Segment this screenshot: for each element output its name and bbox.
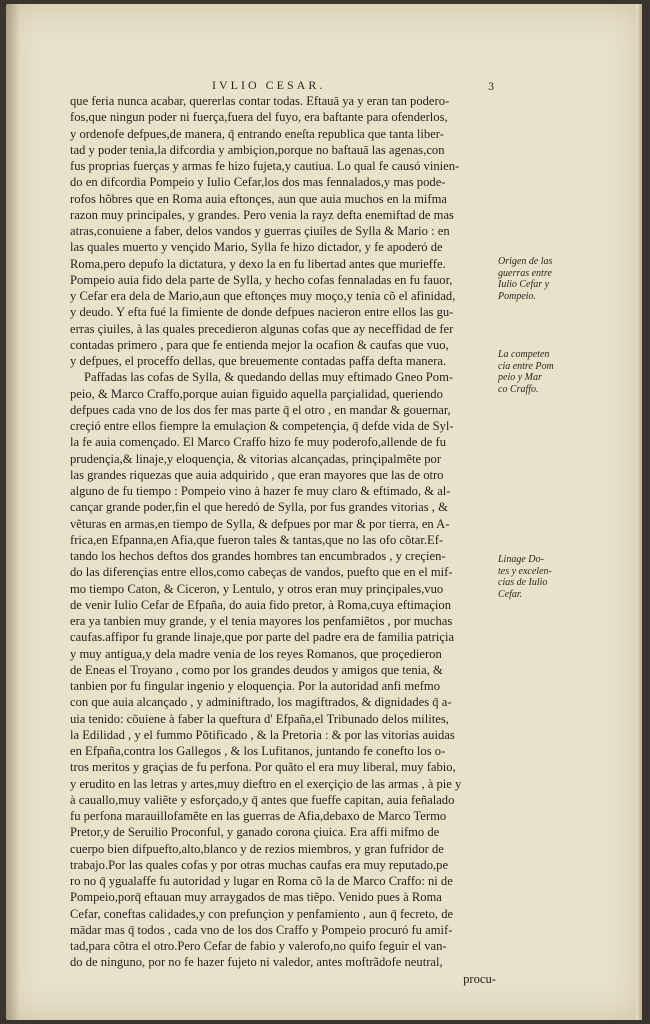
text-line: do en difcordia Pompeio y Iulio Cefar,los dos mas fennalados,y mas pode- [70,175,446,190]
text-line: tros meritos y graçias de fu perfona. Por quãto el era muy liberal, muy fabio, [70,760,456,775]
text-line: cuerpo bien difpuefto,alto,blanco y de rezios miembros, y gran fufridor de [70,841,444,856]
text-line: fu perfona marauillofamẽte en las guerras de Afia,debaxo de Marco Termo [70,809,447,823]
text-line: Pretor,y de Seruilio Proconful, y ganado corona çiuica. Era affi mifmo de [70,825,440,840]
text-line: la Edilidad , y el fummo Põtificado , & la Pretoria : & por las vitorias auidas [70,727,455,742]
text-line: mo tiempo Caton, & Ciceron, y Lentulo, y otros eran muy prinçipales,vuo [70,581,444,596]
text-line: y Cefar era dela de Mario,aun que eftonçes muy moço,y tenia cõ el afinidad, [70,289,456,303]
text-line: Pompeio auia fido dela parte de Sylla, y hecho cofas fennaladas en fu fauor, [70,272,453,287]
text-line: creçió entre ellos fiempre la emulaçion & competençia, q̄ defde vida de Syl- [70,419,454,433]
margin-note-line: peio y Mar [498,372,542,383]
margin-note-origen [498,256,592,302]
text-line: fus proprias fuerças y armas fe hizo fujeta,y cautiua. Lo qual fe causó vinien- [70,159,460,173]
text-line: con que auia alcançado , y adminiftrado, los magiftrados, & dignidades q̄ a- [70,695,452,710]
margin-note-competencia [498,349,592,395]
text-line: vẽturas en armas,en tiempo de Sylla, & defpues por mar & por tierra, en A- [70,516,450,531]
text-line: mādar mas q̄ todos , cada vno de los dos Craffo y Pompeio procuró fu amif- [70,922,453,937]
catchword: procu- [463,971,496,986]
text-line: Roma,pero depufo la dictatura, y dexo la en fu libertad antes que murieffe. [70,256,446,271]
paragraph-start-line: Paffadas las cofas de Sylla, & quedando dellas muy eftimado Gneo Pom- [84,370,454,385]
margin-note-line: cia entre Pom [498,360,554,372]
text-line: caufas.affipor fu grande linaje,que por parte del padre era de familia patriçia [70,630,455,645]
text-line: y deudo. Y efta fué la fimiente de donde defpues nacieron entre ellos las gu- [70,305,454,320]
text-line: era ya tanbien muy grande, y el tenia mayores los penfamiẽtos , por muchas [70,614,453,628]
text-line: uia tenido: cõuiene à faber la queftura d' Efpaña,el Tribunado delos milites, [70,711,449,726]
text-line: contadas primero , para que fe entienda mejor la ocafion & caufas que vuo, [70,337,449,352]
text-line: tad y poder tenia,la difcordia y ambiçion,porque no baftauā las agenas,con [70,142,445,157]
text-line: en Efpaña,contra los Gallegos , & los Lufitanos, juntando fe conefto los o- [70,744,446,758]
margin-note-line: Linage Do- [498,554,544,565]
text-line: fos,que ningun poder ni fuerça,fuera del fuyo, era baftante para ofenderlos, [70,110,448,125]
margin-note-line: cias de Iulio [498,577,548,588]
text-line: de Eneas el Troyano , como por los grandes deudos y amigos que tenia, & [70,662,443,677]
text-line: ro no q̄ ygualaffe fu autoridad y lugar en Roma cõ la de Marco Craffo: ni de [70,874,453,888]
margin-note-line: tes y excelen- [498,565,552,577]
text-line: y defpues, el proceffo dellas, que breuemente contadas paffa defta manera. [70,354,447,368]
text-line: do las diferençias entre ellos,como cabeças de vandos, puefto que en el mif- [70,565,453,580]
text-line: la fe auia començado. El Marco Craffo hizo fe muy poderofo,allende de fu [70,435,447,450]
running-title: IVLIO CESAR. [212,78,326,92]
text-line: prudençia,& linaje,y eloquençia, & vitorias alcançadas, prinçipalmẽte por [70,451,442,466]
margin-note-line: Cefar. [498,588,523,600]
body-text [70,93,496,987]
text-line: y ordenofe defpues,de manera, q̄ entrando eneſta republica que tanta liber- [70,126,444,141]
text-line: y muy antigua,y dela madre venia de los reyes Romanos, que proçedieron [70,646,442,661]
text-line: trabajo.Por las quales cofas y por otras muchas caufas era muy reputado,pe [70,857,449,872]
margin-note-line: Pompeio. [498,290,537,302]
margin-note-line: Origen de las [498,256,553,267]
page-spine-shadow [6,4,20,1020]
text-line: Cefar, coneftas calidades,y con prefunçion y penfamiento , aun q̄ fecreto, de [70,906,454,921]
text-line: Pompeio,porq̄ eftauan muy arraygados de mas tiẽpo. Venido pues à Roma [70,890,442,905]
text-line: razon muy principales, y grandes. Pero venia la rayz defta enemiftad de mas [70,207,454,222]
text-line: do de ninguno, por no fe hazer fujeto ni valedor, antes moftrãdofe neutral, [70,955,443,970]
margin-note-linage [498,554,592,600]
margin-note-line: co Craffo. [498,383,539,395]
text-line: que feria nunca acabar, quererlas contar todas. Eftauā ya y eran tan podero- [70,94,450,108]
text-line: atras,conuiene a faber, delos vandos y guerras çiuiles de Sylla & Mario : en [70,224,450,238]
text-line: rofos hõbres que en Roma auia eftonçes, aun que auia muchos en la mifma [70,191,447,206]
text-line: las grandes riquezas que auia adquirido , que eran mayores que las de otro [70,467,444,482]
text-line: alguno de fu tiempo : Pompeio vino à hazer fe muy claro & eftimado, & al- [70,484,451,498]
text-line: las quales muerto y vençido Mario, Sylla fe hizo dictador, y fe apoderó de [70,240,443,255]
text-line: de venir Iulio Cefar de Efpaña, do auia fido pretor, à Roma,cuya eftimaçion [70,597,452,612]
text-line: erras çiuiles, à las quales precedieron algunas cofas que ay neceffidad de fer [70,321,454,336]
margin-note-line: guerras entre [498,267,552,279]
text-line: y erudito en las letras y artes,muy dieftro en el exerçiçio de las armas , à pie y [70,776,462,791]
page-edge [636,4,642,1020]
text-line: peio, & Marco Craffo,porque auian figuido aquella parçialidad, queriendo [70,386,443,401]
margin-note-line: La competen [498,349,550,360]
text-line: cançar grande poder,fin el que heredó de Sylla, por fus grandes vitorias , & [70,500,448,515]
book-page [6,4,642,1020]
margin-note-line: Iulio Cefar y [498,279,550,290]
text-line: defpues cada vno de los dos fer mas parte q̄ el otro , en mandar & gouernar, [70,402,451,417]
text-line: à cauallo,muy valiẽte y esforçado,y q̄ antes que fueffe capitan, auia feñalado [70,792,455,807]
text-line: tando los hechos deftos dos grandes hombres tan encumbrados , y creçien- [70,549,446,563]
text-line: frica,en Efpanna,en Afia,que fueron tales & tantas,que no las ofo cõtar.Ef- [70,532,444,547]
page-number: 3 [488,82,495,93]
text-line: tanbien por fu fingular ingenio y eloquençia. Por la autoridad anfi mefmo [70,679,441,693]
text-line: tad,para cõtra el otro.Pero Cefar de fabio y valerofo,no quifo feguir el van- [70,939,447,953]
